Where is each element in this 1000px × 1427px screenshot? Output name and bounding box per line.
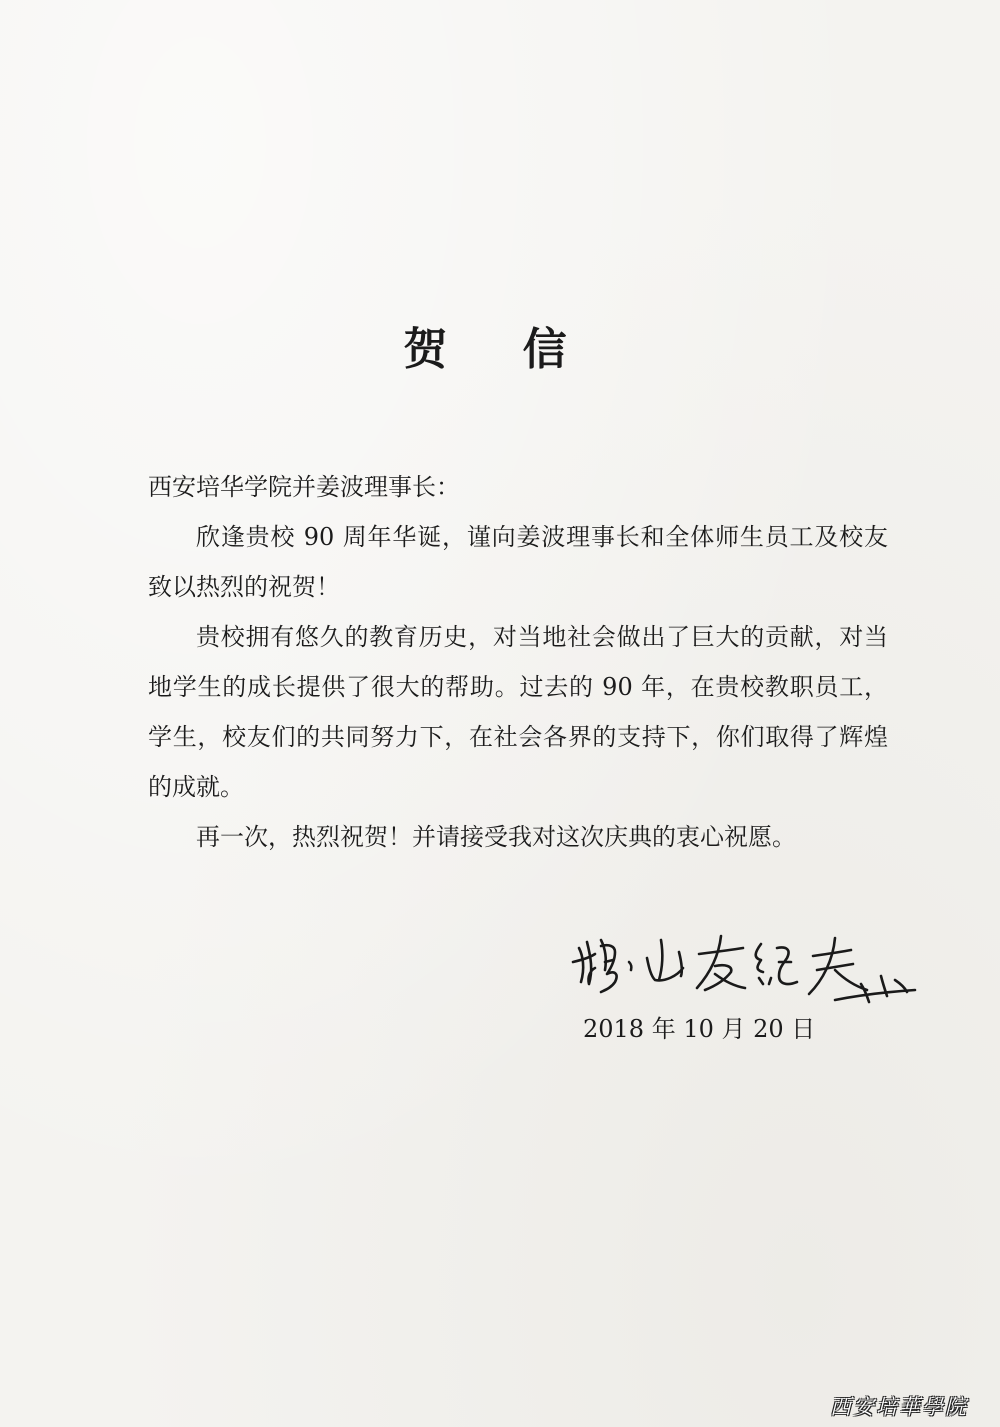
- salutation: 西安培华学院并姜波理事长：: [148, 473, 460, 501]
- letter-body: [148, 462, 888, 862]
- watermark-text: 西安培華學院: [830, 1395, 968, 1419]
- handwritten-signature: [565, 918, 935, 1018]
- paragraph-closing: 再一次，热烈祝贺！并请接受我对这次庆典的衷心祝愿。: [196, 823, 796, 851]
- paragraph-history: 贵校拥有悠久的教育历史，对当地社会做出了巨大的贡献，对当地学生的成长提供了很大的帮助。过去的 90 年，在贵校教职员工，学生，校友们的共同努力下，在社会各界的支持下，你们取得了辉煌的成就。: [148, 623, 888, 801]
- letter-title: 贺 信: [403, 324, 597, 375]
- paragraph-congratulations: 欣逢贵校 90 周年华诞，谨向姜波理事长和全体师生员工及校友致以热烈的祝贺！: [148, 523, 888, 601]
- letter-date: 2018 年 10 月 20 日: [583, 1015, 816, 1043]
